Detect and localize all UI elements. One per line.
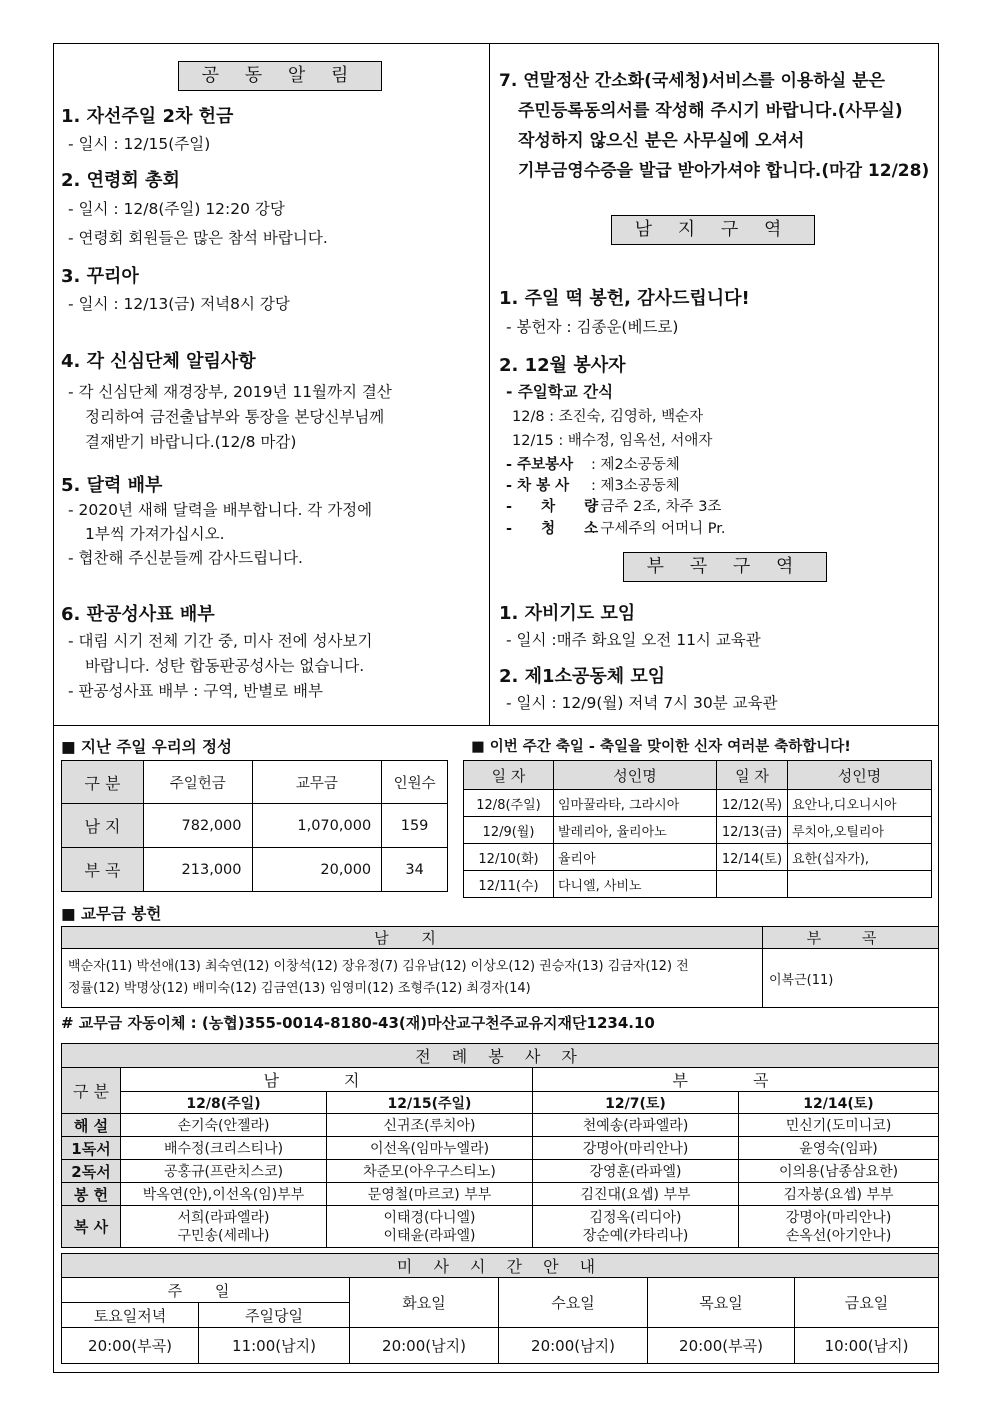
- altar-server: 이태경(다니엘): [383, 1209, 476, 1226]
- mass-time-table: [61, 1253, 939, 1364]
- notice-2-line: - 연령회 회원들은 많은 참석 바랍니다.: [68, 229, 328, 247]
- altar-server: 손옥선(아기안나): [785, 1227, 892, 1244]
- liturgy-cell: 공홍규(프란치스코): [121, 1160, 327, 1183]
- liturgy-gubun: 구 분: [62, 1068, 121, 1114]
- dues-table: [61, 926, 939, 1008]
- mass-sunday-header: 주 일: [62, 1278, 350, 1303]
- liturgy-cell: 민신기(도미니코): [739, 1114, 939, 1137]
- duty-label: - 청 소: [506, 521, 599, 537]
- notice-6-heading: 6. 판공성사표 배부: [61, 604, 215, 625]
- duty-value: : 제2소공동체: [591, 457, 680, 473]
- mass-time-title: 미 사 시 간 안 내: [62, 1254, 939, 1278]
- notice-5-line: 1부씩 가져가십시오.: [85, 525, 225, 543]
- offering-row-label: 부 곡: [62, 848, 144, 892]
- liturgy-cell: 손기숙(안젤라): [121, 1114, 327, 1137]
- offering-row-label: 남 지: [62, 804, 144, 848]
- notice-1-heading: 1. 자선주일 2차 헌금: [61, 106, 234, 127]
- notice-7-line: 7. 연말정산 간소화(국세청)서비스를 이용하실 분은: [499, 71, 885, 91]
- offering-header: 인원수: [382, 761, 448, 804]
- liturgy-cell: 배수정(크리스티나): [121, 1137, 327, 1160]
- altar-server: 장순예(카타리나): [582, 1227, 689, 1244]
- liturgy-date: 12/7(토): [533, 1092, 739, 1114]
- dues-title: ■ 교무금 봉헌: [61, 905, 162, 923]
- liturgy-cell: 윤영숙(임파): [739, 1137, 939, 1160]
- offering-cell: 1,070,000: [252, 804, 382, 848]
- feast-header: 성인명: [788, 761, 932, 790]
- liturgy-namji: 남 지: [121, 1068, 533, 1092]
- feast-saint: 요안나,디오니시아: [788, 790, 932, 817]
- liturgy-cell: 김진대(요셉) 부부: [533, 1183, 739, 1206]
- notice-6-line: - 판공성사표 배부 : 구역, 반별로 배부: [68, 682, 323, 700]
- notice-6-line: 바랍니다. 성탄 합동판공성사는 없습니다.: [85, 657, 365, 675]
- mass-day-header: 목요일: [648, 1278, 795, 1328]
- altar-server: 서희(라파엘라): [177, 1209, 270, 1226]
- notice-3-heading: 3. 꾸리아: [61, 266, 139, 287]
- altar-server: 강명아(마리안나): [785, 1209, 892, 1226]
- duty-value: : 금주 2조, 차주 3조: [591, 499, 722, 515]
- mass-day-header: 화요일: [350, 1278, 499, 1328]
- column-divider: [489, 44, 490, 726]
- liturgy-role: 1독서: [62, 1137, 121, 1160]
- notice-5-line: - 협찬해 주신분들께 감사드립니다.: [68, 549, 303, 567]
- mass-time: 20:00(부곡): [62, 1328, 199, 1364]
- mass-time: 20:00(남지): [350, 1328, 499, 1364]
- dues-namji-line: 정률(12) 박명상(12) 배미숙(12) 김금연(13) 임영미(12) 조형주(12) 최경자(14): [68, 981, 531, 996]
- notice-3-line: - 일시 : 12/13(금) 저녁8시 강당: [68, 295, 290, 313]
- notice-7-line: 주민등록동의서를 작성해 주시기 바랍니다.(사무실): [518, 101, 903, 121]
- auto-transfer-account: # 교무금 자동이체 : (농협)355-0014-8180-43(재)마산교구천주교유지재단1234.10: [61, 1014, 655, 1032]
- namji-1-heading: 1. 주일 떡 봉헌, 감사드립니다!: [499, 288, 750, 309]
- notice-7-line: 작성하지 않으신 분은 사무실에 오셔서: [518, 131, 805, 151]
- offering-cell: 782,000: [144, 804, 253, 848]
- liturgy-cell: 이의용(남종삼요한): [739, 1160, 939, 1183]
- feast-header: 일 자: [717, 761, 788, 790]
- altar-server: 이태윤(라파엘): [383, 1227, 476, 1244]
- liturgy-role: 해 설: [62, 1114, 121, 1137]
- mass-day-header: 금요일: [795, 1278, 939, 1328]
- duty-value: : 제3소공동체: [591, 478, 680, 494]
- liturgy-bugok: 부 곡: [533, 1068, 939, 1092]
- feast-date: 12/13(금): [717, 817, 788, 844]
- offering-header: 교무금: [252, 761, 382, 804]
- bugok-2-line: - 일시 : 12/9(월) 저녁 7시 30분 교육관: [506, 694, 778, 712]
- feast-table: [463, 760, 932, 898]
- feast-saint: 다니엘, 사비노: [554, 871, 717, 898]
- notice-2-line: - 일시 : 12/8(주일) 12:20 강당: [68, 200, 285, 218]
- mass-day-header: 주일당일: [199, 1303, 350, 1328]
- liturgy-cell: 신귀조(루치아): [327, 1114, 533, 1137]
- notice-4-line: 정리하여 금전출납부와 통장을 본당신부님께: [85, 408, 385, 426]
- mass-day-header: 수요일: [499, 1278, 648, 1328]
- notice-1-line: - 일시 : 12/15(주일): [68, 135, 211, 153]
- snack-row: 12/15 : 배수정, 임옥선, 서애자: [512, 433, 713, 449]
- notice-5-heading: 5. 달력 배부: [61, 475, 163, 496]
- notice-4-line: - 각 신심단체 재경장부, 2019년 11월까지 결산: [68, 383, 392, 401]
- notice-area: [54, 44, 938, 726]
- mass-time: 20:00(부곡): [648, 1328, 795, 1364]
- mass-time: 20:00(남지): [499, 1328, 648, 1364]
- feast-title: ■ 이번 주간 축일 - 축일을 맞이한 신자 여러분 축하합니다!: [471, 739, 851, 755]
- offering-header: 구 분: [62, 761, 144, 804]
- notice-7-line: 기부금영수증을 발급 받아가셔야 합니다.(마감 12/28): [518, 161, 930, 181]
- feast-saint: 루치아,오틸리아: [788, 817, 932, 844]
- notice-5-line: - 2020년 새해 달력을 배부합니다. 각 가정에: [68, 501, 373, 519]
- offering-cell: 20,000: [252, 848, 382, 892]
- mass-day-header: 토요일저녁: [62, 1303, 199, 1328]
- liturgy-cell: 김자봉(요셉) 부부: [739, 1183, 939, 1206]
- feast-header: 성인명: [554, 761, 717, 790]
- bugok-district-title: 부 곡 구 역: [623, 552, 827, 582]
- common-notice-title: 공 동 알 림: [178, 61, 382, 91]
- liturgy-cell: 이선옥(임마누엘라): [327, 1137, 533, 1160]
- snack-row: 12/8 : 조진숙, 김영하, 백순자: [512, 409, 704, 425]
- namji-1-line: - 봉헌자 : 김종운(베드로): [506, 318, 679, 336]
- feast-saint: 요한(십자가),: [788, 844, 932, 871]
- liturgy-cell: 강영훈(라파엘): [533, 1160, 739, 1183]
- feast-saint: [788, 871, 932, 898]
- bugok-2-heading: 2. 제1소공동체 모임: [499, 666, 666, 687]
- dues-header-bugok: 부 곡: [763, 927, 939, 949]
- altar-server: 김정옥(리디아): [589, 1209, 682, 1226]
- dues-namji-line: 백순자(11) 박선애(13) 최숙연(12) 이창석(12) 장유정(7) 김유남(12) 이상오(12) 권승자(13) 김금자(12) 전: [68, 959, 689, 974]
- liturgy-cell: 강명아(마리안나): [533, 1137, 739, 1160]
- feast-date: 12/14(토): [717, 844, 788, 871]
- feast-saint: 발레리아, 율리아노: [554, 817, 717, 844]
- liturgy-date: 12/14(토): [739, 1092, 939, 1114]
- duty-label: - 차 량: [506, 499, 599, 515]
- notice-2-heading: 2. 연령회 총회: [61, 170, 180, 191]
- feast-date: [717, 871, 788, 898]
- liturgy-role: 복 사: [62, 1206, 121, 1248]
- offering-cell: 213,000: [144, 848, 253, 892]
- offering-cell: 34: [382, 848, 448, 892]
- offering-header: 주일헌금: [144, 761, 253, 804]
- notice-6-line: - 대림 시기 전체 기간 중, 미사 전에 성사보기: [68, 632, 373, 650]
- feast-date: 12/11(수): [464, 871, 554, 898]
- liturgy-role: 2독서: [62, 1160, 121, 1183]
- liturgy-cell: 박옥연(안),이선옥(임)부부: [121, 1183, 327, 1206]
- mass-time: 10:00(남지): [795, 1328, 939, 1364]
- namji-district-title: 남 지 구 역: [611, 215, 815, 245]
- liturgy-title: 전 례 봉 사 자: [62, 1044, 939, 1068]
- feast-header: 일 자: [464, 761, 554, 790]
- feast-date: 12/8(주일): [464, 790, 554, 817]
- feast-date: 12/10(화): [464, 844, 554, 871]
- bugok-1-line: - 일시 :매주 화요일 오전 11시 교육관: [506, 631, 761, 649]
- feast-date: 12/12(목): [717, 790, 788, 817]
- bulletin-frame: [53, 43, 939, 1373]
- duty-label: - 차 봉 사: [506, 478, 570, 494]
- feast-date: 12/9(월): [464, 817, 554, 844]
- liturgy-date: 12/8(주일): [121, 1092, 327, 1114]
- liturgy-role: 봉 헌: [62, 1183, 121, 1206]
- dues-bugok-cell: 이복근(11): [763, 949, 939, 1008]
- feast-saint: 임마꿀라타, 그라시아: [554, 790, 717, 817]
- liturgy-table: [61, 1043, 939, 1248]
- duty-value: : 구세주의 어머니 Pr.: [591, 521, 726, 537]
- feast-saint: 율리아: [554, 844, 717, 871]
- offering-table: [61, 760, 448, 892]
- offering-cell: 159: [382, 804, 448, 848]
- dues-header-namji: 남 지: [62, 927, 763, 949]
- mass-time: 11:00(남지): [199, 1328, 350, 1364]
- sunday-school-snack-label: - 주일학교 간식: [506, 383, 614, 401]
- altar-server: 구민송(세레나): [177, 1227, 270, 1244]
- liturgy-cell: 천예송(라파엘라): [533, 1114, 739, 1137]
- namji-2-heading: 2. 12월 봉사자: [499, 355, 626, 376]
- duty-label: - 주보봉사: [506, 457, 574, 473]
- offering-title: ■ 지난 주일 우리의 정성: [61, 738, 232, 756]
- liturgy-date: 12/15(주일): [327, 1092, 533, 1114]
- liturgy-cell: 차준모(아우구스티노): [327, 1160, 533, 1183]
- bugok-1-heading: 1. 자비기도 모임: [499, 603, 636, 624]
- liturgy-cell: 문영철(마르코) 부부: [327, 1183, 533, 1206]
- notice-4-heading: 4. 각 신심단체 알림사항: [61, 351, 256, 372]
- notice-4-line: 결재받기 바랍니다.(12/8 마감): [85, 433, 297, 451]
